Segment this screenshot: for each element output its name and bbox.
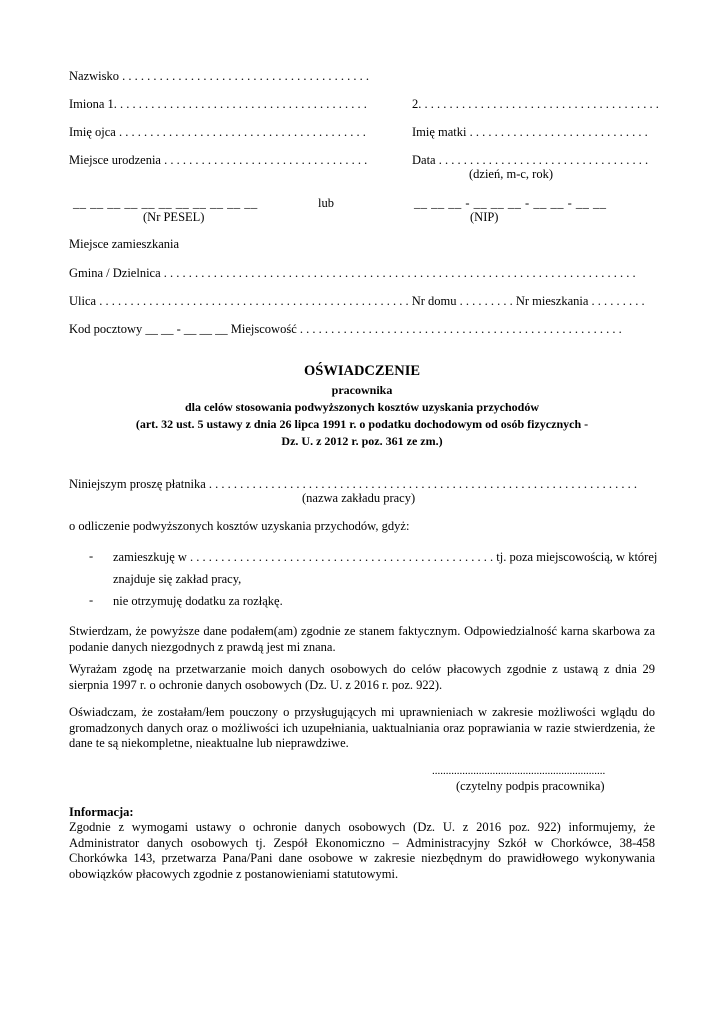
district-field[interactable]: Gmina / Dzielnica . . . . . . . . . . . . . . . . . . . . . . . . . . . . . . . . . . . . . . . . . . . . . . . . . . . . . . . . . . . . . . . . . . . . . . . . . . . . bbox=[69, 266, 636, 280]
signature-line[interactable]: ............................................................... bbox=[432, 765, 606, 777]
bullet2-text: nie otrzymuję dodatku za rozłąkę. bbox=[113, 594, 283, 608]
postal-code-field[interactable]: Kod pocztowy __ __ - __ __ __ Miejscowość . . . . . . . . . . . . . . . . . . . . . . . . . . . . . . . . . . . . . . . . . . . . . . . . . . . . bbox=[69, 322, 622, 336]
legal-basis-line1: (art. 32 ust. 5 ustawy z dnia 26 lipca 1991 r. o podatku dochodowym od osób fizycznych - bbox=[135, 417, 589, 431]
birthdate-field[interactable]: Data . . . . . . . . . . . . . . . . . . . . . . . . . . . . . . . . . . bbox=[412, 153, 649, 167]
signature-label: (czytelny podpis pracownika) bbox=[456, 779, 605, 793]
residence-heading: Miejsce zamieszkania bbox=[69, 237, 180, 251]
father-name-field[interactable]: Imię ojca . . . . . . . . . . . . . . . . . . . . . . . . . . . . . . . . . . . . . . . . bbox=[69, 125, 366, 139]
info-text: Zgodnie z wymogami ustawy o ochronie danych osobowych (Dz. U. z 2016 poz. 922) informujemy, że Administrator danych osobowych tj. Zespół Ekonomiczno – Administracyjny Szkół w Chorkówce, 38-458 Chorkówka 143, przetwarza Pana/Pani dane osobowe w zakresie niezbędnym do prawidłowego wykonywania obowiązków płacowych zgodnie z postanowieniami statutowymi. bbox=[69, 820, 655, 881]
info-heading: Informacja: bbox=[69, 805, 134, 819]
pesel-boxes[interactable]: __ __ __ __ __ __ __ __ __ __ __ bbox=[73, 196, 258, 210]
reason-text: o odliczenie podwyższonych kosztów uzyskania przychodów, gdyż: bbox=[69, 519, 410, 533]
birthdate-hint: (dzień, m-c, rok) bbox=[469, 167, 553, 181]
pesel-label: (Nr PESEL) bbox=[143, 210, 205, 224]
consent-paragraph: Wyrażam zgodę na przetwarzanie moich danych osobowych do celów płacowych zgodnie z ustawą z dnia 29 sierpnia 1997 r. o ochronie danych osobowych (Dz. U. z 2016 r. poz. 922). bbox=[69, 662, 655, 692]
mother-name-field[interactable]: Imię matki . . . . . . . . . . . . . . . . . . . . . . . . . . . . . bbox=[412, 125, 648, 139]
birthplace-field[interactable]: Miejsce urodzenia . . . . . . . . . . . . . . . . . . . . . . . . . . . . . . . . . bbox=[69, 153, 368, 167]
street-field[interactable]: Ulica . . . . . . . . . . . . . . . . . . . . . . . . . . . . . . . . . . . . . . . . . . . . . . . . . . Nr domu . . . . . . . . . Nr mieszkania . . . . . . . . . bbox=[69, 294, 645, 308]
document-purpose: dla celów stosowania podwyższonych kosztów uzyskania przychodów bbox=[184, 400, 540, 414]
employer-hint: (nazwa zakładu pracy) bbox=[302, 491, 416, 505]
bullet-dash-1: - bbox=[89, 549, 94, 563]
declaration-paragraph: Stwierdzam, że powyższe dane podałem(am) zgodnie ze stanem faktycznym. Odpowiedzialność karna skarbowa za podanie danych niezgodnych z prawdą jest mi znana. bbox=[69, 624, 655, 654]
document-title: OŚWIADCZENIE bbox=[303, 363, 421, 379]
bullet1-continuation: znajduje się zakład pracy, bbox=[113, 572, 242, 586]
bullet-dash-2: - bbox=[89, 593, 94, 607]
legal-basis-line2: Dz. U. z 2012 r. poz. 361 ze zm.) bbox=[281, 434, 443, 448]
first-name-field[interactable]: Imiona 1. . . . . . . . . . . . . . . . . . . . . . . . . . . . . . . . . . . . . . . . . bbox=[69, 97, 367, 111]
nip-boxes[interactable]: __ __ __ - __ __ __ - __ __ - __ __ bbox=[414, 196, 607, 210]
employer-field[interactable]: Niniejszym proszę płatnika . . . . . . . . . . . . . . . . . . . . . . . . . . . . . . . . . . . . . . . . . . . . . . . . . . . . . . . . . . . . . . . . . . . . . bbox=[69, 477, 638, 491]
nip-label: (NIP) bbox=[470, 210, 499, 224]
or-label: lub bbox=[318, 196, 334, 210]
surname-field[interactable]: Nazwisko . . . . . . . . . . . . . . . . . . . . . . . . . . . . . . . . . . . . . . . . bbox=[69, 69, 369, 83]
residence-town-field[interactable]: zamieszkuję w . . . . . . . . . . . . . . . . . . . . . . . . . . . . . . . . . . . . . . . . . . . . . . . . . tj. poza miejscowością, w której bbox=[113, 550, 658, 564]
rights-paragraph: Oświadczam, że zostałam/łem pouczony o przysługujących mi uprawnieniach w zakresie możliwości wglądu do gromadzonych danych oraz o możliwości ich uzupełniania, uaktualniania oraz poprawiania w razie stwierdzenia, że dane te są niekompletne, nieaktualne lub nieprawdziwe. bbox=[69, 705, 655, 750]
second-name-field[interactable]: 2. . . . . . . . . . . . . . . . . . . . . . . . . . . . . . . . . . . . . . . bbox=[412, 97, 659, 111]
document-subtitle: pracownika bbox=[331, 383, 393, 397]
